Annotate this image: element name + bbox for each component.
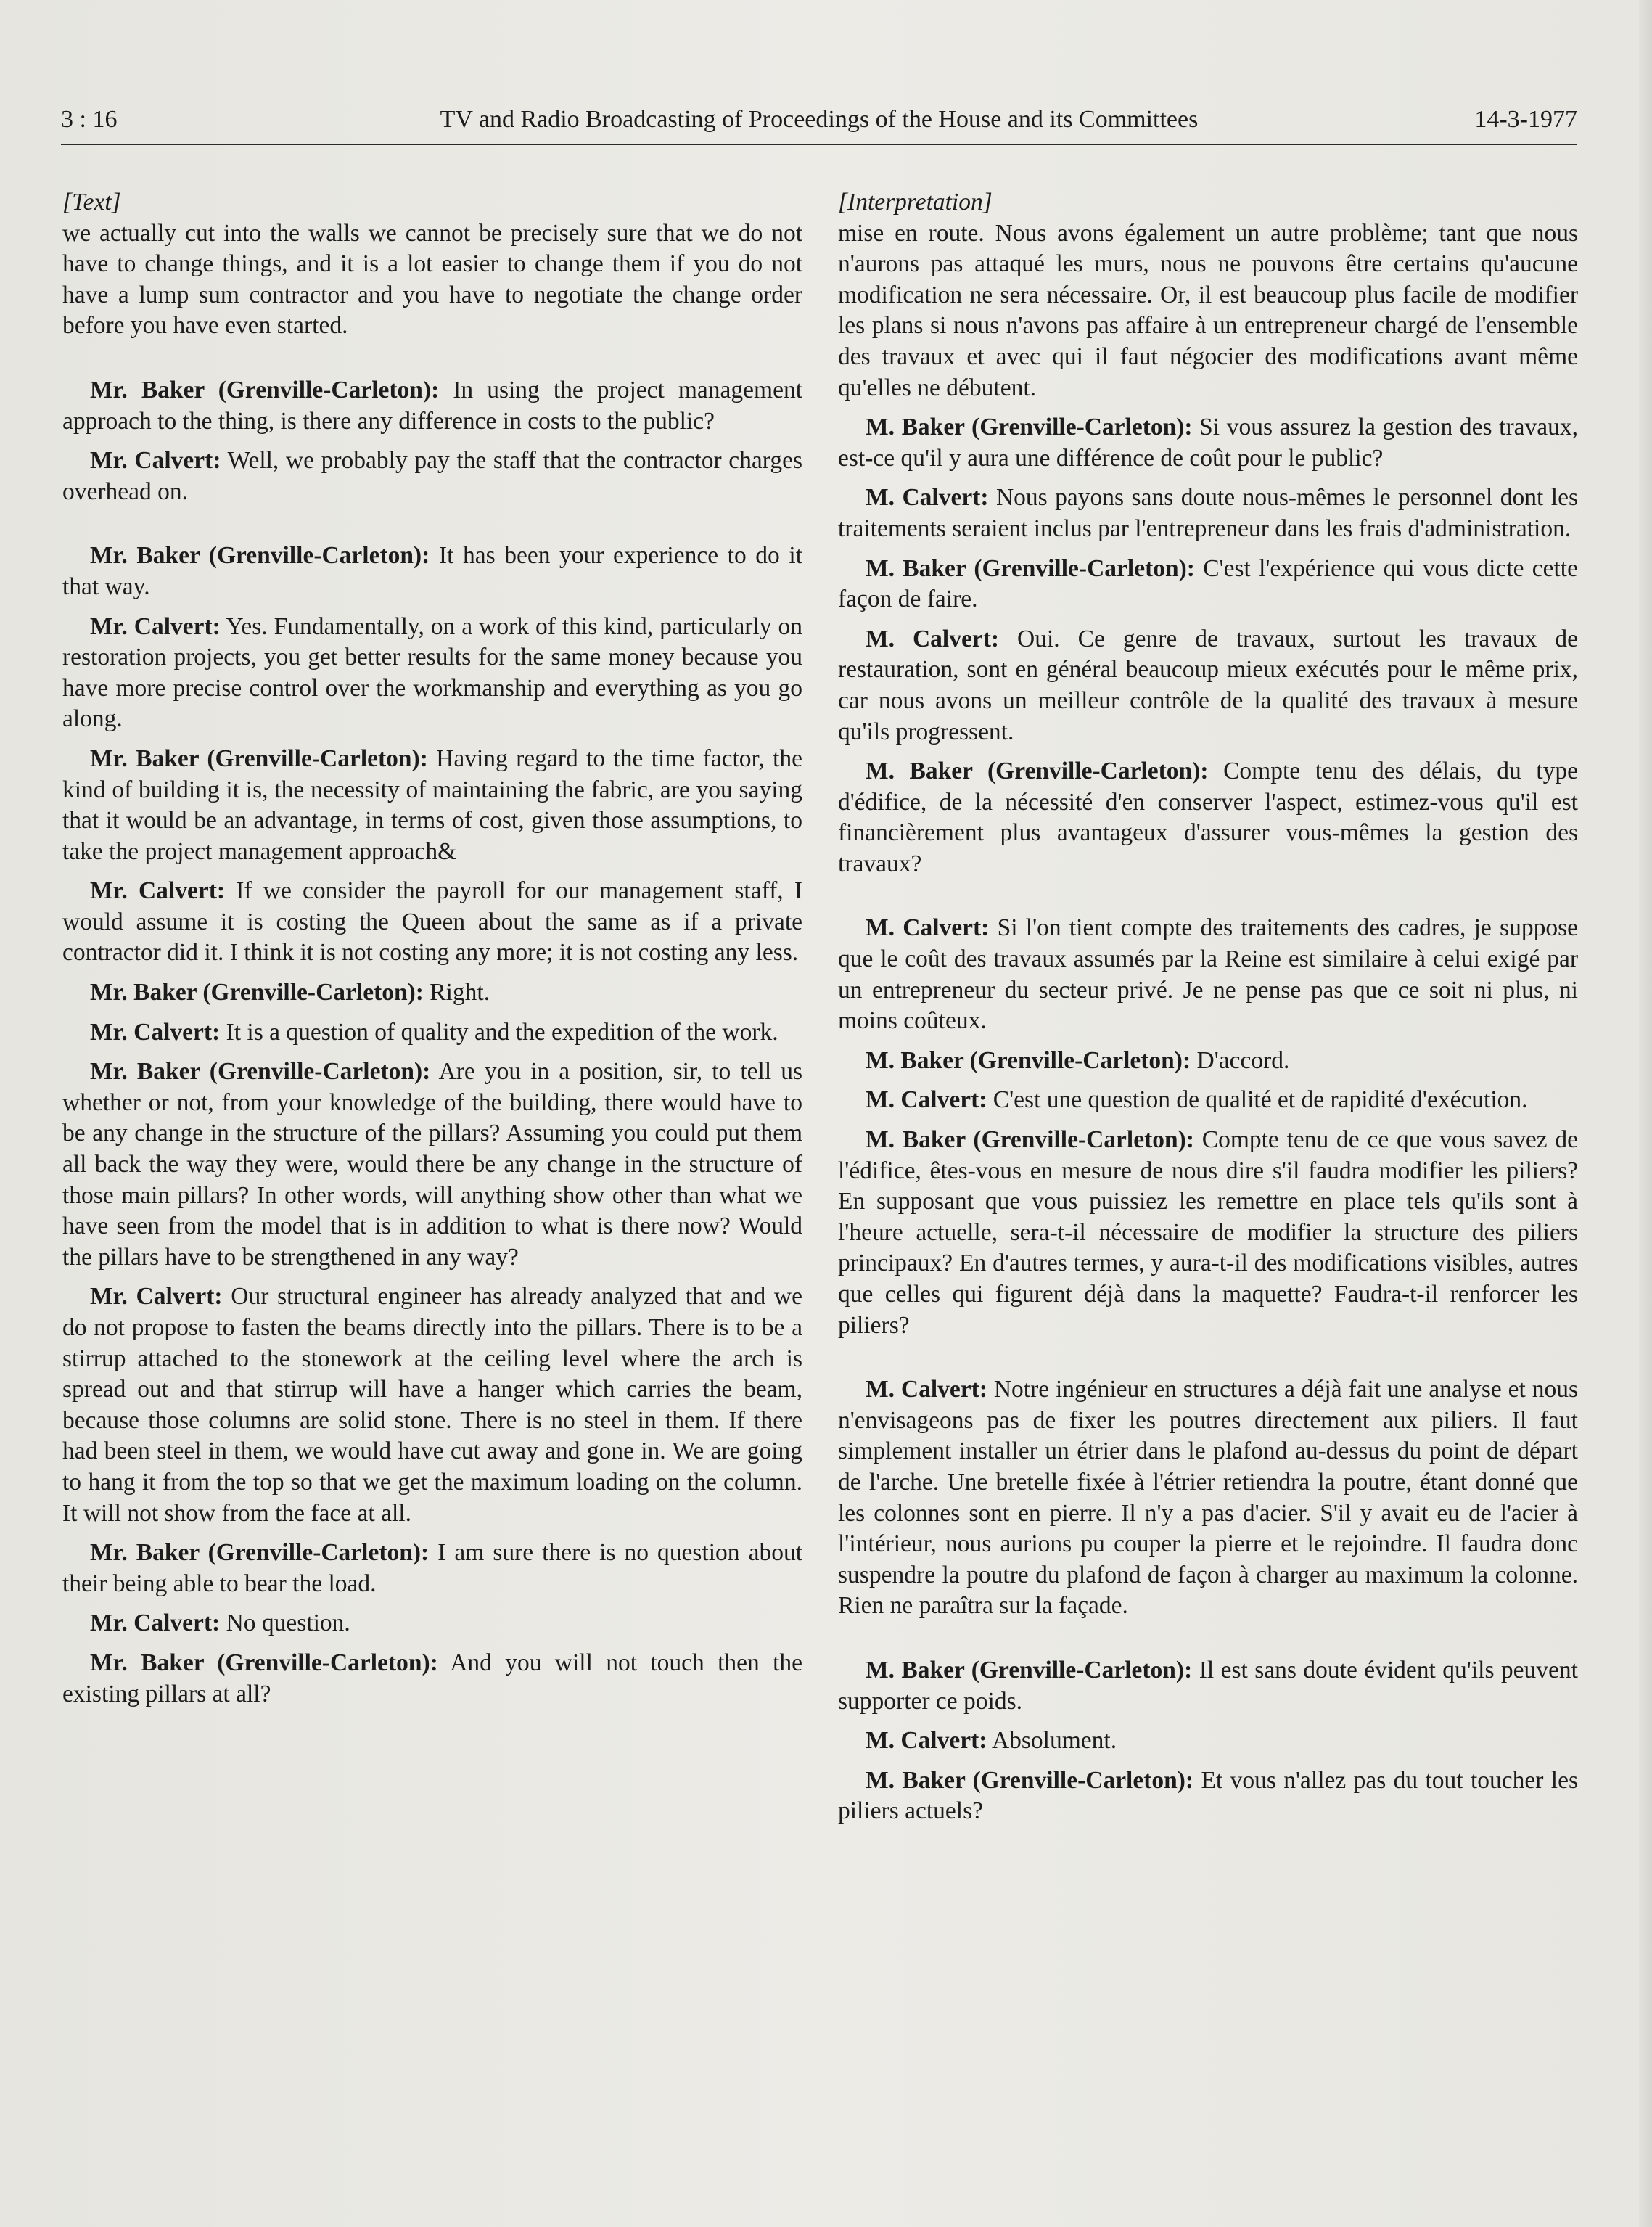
paragraph	[838, 1046, 1578, 1077]
speaker-name: M. Baker (Grenville-Carleton):	[866, 1656, 1193, 1683]
paragraph	[62, 977, 802, 1009]
speech-text: Il est sans doute évident qu'ils peuvent supporter ce poids.	[838, 1656, 1578, 1715]
speech-text: Are you in a position, sir, to tell us whether or not, from your knowledge of the building, there would have to be any change in the structure of the pillars? Assuming you could put them all back the way they were, would there be any change in the structure of those main pillars? In other words, will anything show other than what we have seen from the model that is in addition to what is there now? Would the pillars have to be strengthened in any way?	[62, 1058, 802, 1271]
paragraph	[838, 1125, 1578, 1341]
paragraph	[838, 1374, 1578, 1622]
speaker-name: M. Baker (Grenville-Carleton):	[866, 1046, 1191, 1074]
speech-text: It has been your experience to do it that way.	[62, 542, 802, 600]
speech-text: Si l'on tient compte des traitements des cadres, je suppose que le coût des travaux assumés par la Reine est similaire à celui exigé par un entrepreneur du secteur privé. Je ne pense pas que ce soit ni plus, ni moins coûteux.	[838, 914, 1578, 1035]
speech-text: Nous payons sans doute nous-mêmes le personnel dont les traitements seraient inclus par l'entrepreneur dans les frais d'administration.	[838, 484, 1578, 542]
speaker-name: M. Calvert:	[866, 1086, 987, 1114]
paragraph	[838, 913, 1578, 1036]
speaker-name: M. Calvert:	[866, 1376, 987, 1403]
speech-text: Notre ingénieur en structures a déjà fait une analyse et nous n'envisageons pas de fixer les poutres directement aux piliers. Il faut simplement installer un étrier dans le plafond au-dessus du point de départ de l'arche. Une bretelle fixée à l'étrier retiendra la poutre, étant donné que les colonnes sont en pierre. Il n'y a pas d'acier. S'il y avait eu de l'acier à l'intérieur, nous aurions pu couper la pierre et le rejoindre. Il faudra donc suspendre la poutre du plafond de façon à charger au maximum la colonne. Rien ne paraîtra sur la façade.	[838, 1376, 1578, 1620]
paragraph	[838, 1765, 1578, 1827]
speech-text: It is a question of quality and the expedition of the work.	[220, 1018, 778, 1046]
speech-text: C'est l'expérience qui vous dicte cette façon de faire.	[838, 554, 1578, 613]
paragraph	[62, 612, 802, 735]
speech-text: And you will not touch then the existing pillars at all?	[62, 1649, 803, 1707]
speech-text: No question.	[220, 1609, 350, 1637]
speaker-name: Mr. Calvert:	[90, 877, 226, 905]
paragraph	[62, 1057, 802, 1273]
speaker-name: M. Baker (Grenville-Carleton):	[866, 414, 1193, 441]
speaker-name: M. Calvert:	[866, 914, 990, 942]
speaker-name: Mr. Calvert:	[90, 1283, 223, 1311]
speech-text: Si vous assurez la gestion des travaux, est-ce qu'il y aura une différence de coût pour le public?	[838, 414, 1578, 472]
speech-text: C'est une question de qualité et de rapidité d'exécution.	[987, 1086, 1528, 1114]
speaker-name: Mr. Baker (Grenville-Carleton):	[90, 1539, 430, 1567]
speaker-name: M. Calvert:	[866, 1727, 987, 1755]
speech-text: I am sure there is no question about their being able to bear the load.	[62, 1539, 803, 1597]
paragraph	[838, 1085, 1578, 1116]
speech-text: Compte tenu de ce que vous savez de l'édifice, êtes-vous en mesure de nous dire s'il faudra modifier les piliers? En supposant que vous puissiez les remettre en place tels qu'ils sont à l'heure actuelle, sera-t-il nécessaire de modifier la structure des piliers principaux? En d'autres termes, y aura-t-il des modifications visibles, autres que celles qui figurent déjà dans la maquette? Faudra-t-il renforcer les piliers?	[838, 1126, 1578, 1339]
speaker-name: M. Calvert:	[866, 625, 1000, 652]
paragraph	[838, 554, 1578, 615]
speech-text: Well, we probably pay the staff that the contractor charges overhead on.	[62, 447, 803, 505]
paragraph	[838, 1726, 1578, 1757]
header-date: 14-3-1977	[1474, 106, 1577, 133]
paragraph	[838, 756, 1578, 879]
speech-text: D'accord.	[1191, 1046, 1290, 1074]
speaker-name: Mr. Baker (Grenville-Carleton):	[90, 542, 430, 570]
speech-text: Absolument.	[987, 1727, 1117, 1755]
paragraph-list	[838, 412, 1578, 1827]
speaker-name: Mr. Baker (Grenville-Carleton):	[90, 376, 440, 403]
speaker-name: Mr. Calvert:	[90, 1609, 221, 1637]
speaker-name: Mr. Baker (Grenville-Carleton):	[90, 745, 428, 772]
paragraph	[838, 1655, 1578, 1717]
speaker-name: Mr. Baker (Grenville-Carleton):	[90, 1058, 431, 1086]
page-edge-shadow	[1639, 0, 1652, 2227]
speaker-name: Mr. Baker (Grenville-Carleton):	[90, 1649, 438, 1676]
speaker-name: Mr. Baker (Grenville-Carleton):	[90, 979, 424, 1006]
speech-text: If we consider the payroll for our management staff, I would assume it is costing the Queen about the same as if a private contractor did it. I think it is not costing any more; it is not costing any less.	[62, 877, 802, 967]
speech-text: Oui. Ce genre de travaux, surtout les travaux de restauration, sont en général beaucoup mieux exécutés pour le même prix, car nous avons un meilleur contrôle de la qualité des travaux à mesure qu'ils progressent.	[838, 625, 1578, 745]
french-column	[838, 187, 1578, 1827]
speaker-name: Mr. Calvert:	[90, 447, 221, 475]
paragraph	[62, 541, 802, 602]
paragraph	[62, 1017, 802, 1049]
lead-paragraph: we actually cut into the walls we cannot be precisely sure that we do not have to change things, and it is a lot easier to change them if you do not have a lump sum contractor and you have to negotiate the change order before you have even started.	[62, 219, 802, 340]
speaker-name: M. Baker (Grenville-Carleton):	[866, 554, 1195, 582]
speaker-name: M. Calvert:	[866, 484, 989, 512]
running-title: TV and Radio Broadcasting of Proceedings of the House and its Committees	[440, 106, 1199, 133]
speech-text: In using the project management approach to the thing, is there any difference in costs to the public?	[62, 376, 802, 435]
paragraph	[62, 375, 802, 437]
lead-paragraph: mise en route. Nous avons également un autre problème; tant que nous n'aurons pas attaqué les murs, nous ne pouvons être certains qu'aucune modification ne sera nécessaire. Or, il est beaucoup plus facile de modifier les plans si nous n'avons pas affaire à un entrepreneur chargé de l'ensemble des travaux et avec qui il faut négocier des modifications avant même qu'elles ne débutent.	[838, 219, 1578, 401]
speaker-name: M. Baker (Grenville-Carleton):	[866, 1126, 1194, 1154]
column-tag: [Interpretation]	[838, 189, 993, 216]
paragraph	[838, 624, 1578, 747]
speaker-name: M. Baker (Grenville-Carleton):	[866, 1766, 1194, 1794]
speech-text: Having regard to the time factor, the kind of building it is, the necessity of maintaining the fabric, are you saying that it would be an advantage, in terms of cost, given those assumptions, to take the project management approach&	[62, 745, 802, 865]
speaker-name: Mr. Calvert:	[90, 1018, 221, 1046]
header-rule	[61, 144, 1577, 145]
paragraph	[838, 412, 1578, 474]
speech-text: Our structural engineer has already analyzed that and we do not propose to fasten the beams directly into the pillars. There is to be a stirrup attached to the stonework at the ceiling level where the arch is spread out and that stirrup will have a hanger which carries the beam, because those columns are solid stone. There is no steel in them. If there had been steel in them, we would have cut away and gone in. We are going to hang it from the top so that we get the maximum loading on the column. It will not show from the face at all.	[62, 1283, 802, 1527]
speech-text: Yes. Fundamentally, on a work of this kind, particularly on restoration projects, you get better results for the same money because you have more precise control over the workmanship and everything as you go along.	[62, 612, 802, 733]
speech-text: Compte tenu des délais, du type d'édifice, de la nécessité d'en conserver l'aspect, estimez-vous qu'il est financièrement plus avantageux d'assurer vous-mêmes la gestion des travaux?	[838, 758, 1578, 877]
paragraph	[62, 446, 802, 507]
speaker-name: Mr. Calvert:	[90, 612, 221, 640]
paragraph	[62, 744, 802, 867]
paragraph	[62, 1608, 802, 1639]
paragraph	[62, 1281, 802, 1529]
english-column	[62, 187, 802, 1710]
paragraph	[62, 1538, 802, 1599]
paragraph	[838, 483, 1578, 544]
paragraph	[62, 1648, 802, 1710]
speaker-name: M. Baker (Grenville-Carleton):	[866, 758, 1209, 785]
column-tag: [Text]	[62, 189, 121, 216]
paragraph	[62, 876, 802, 969]
page-header	[61, 106, 1577, 147]
speech-text: Right.	[423, 979, 490, 1006]
speech-text: Et vous n'allez pas du tout toucher les piliers actuels?	[838, 1766, 1578, 1825]
paragraph-list	[62, 375, 802, 1710]
page-number: 3 : 16	[61, 106, 118, 133]
